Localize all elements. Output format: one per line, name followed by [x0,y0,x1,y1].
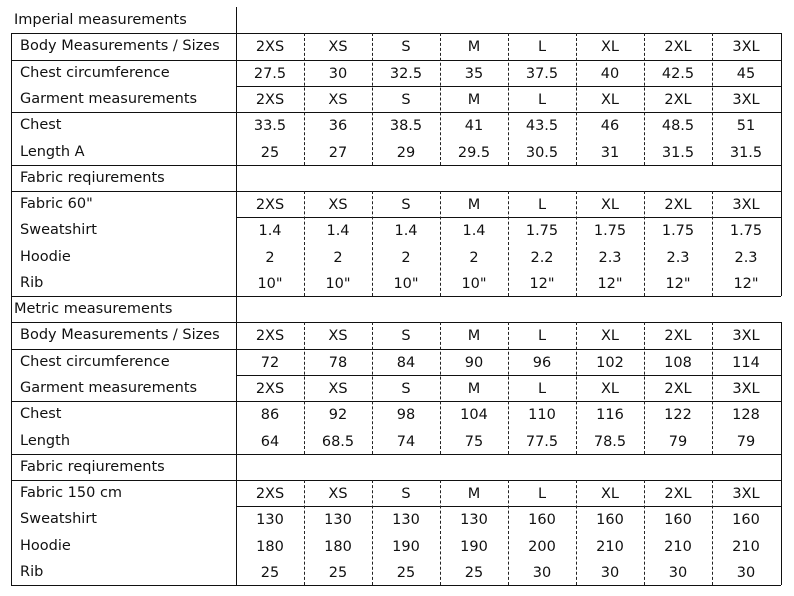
size-value-cell: S [401,486,411,503]
size-value-cell: 1.75 [661,223,695,240]
row-label: Fabric 60" [20,196,93,213]
size-value-cell: 200 [528,538,556,555]
size-value-cell: 29.5 [457,144,491,161]
row-label: Body Measurements / Sizes [20,38,220,55]
size-value-cell: 68.5 [321,433,355,450]
section-header-rule [11,33,781,34]
section-header-rule [11,322,781,323]
size-value-cell: 1.75 [525,223,559,240]
size-value-cell: 2.3 [598,249,622,266]
size-value-cell: 25 [328,565,348,581]
size-column-divider [712,191,713,296]
size-value-cell: 3XL [732,486,760,503]
size-value-cell: 84 [396,354,416,371]
size-value-cell: 25 [464,565,484,581]
size-value-cell: L [537,328,547,345]
size-value-cell: M [467,486,481,503]
size-value-cell: 30 [668,565,688,581]
size-value-cell: 29 [396,144,416,161]
size-value-cell: 2XL [664,328,692,345]
row-divider [11,165,781,166]
size-column-divider [304,33,305,165]
size-value-cell: 12" [529,276,555,292]
row-label: Chest circumference [20,353,170,370]
size-column-divider [508,322,509,454]
size-value-cell: L [537,39,547,56]
size-column-divider [440,480,441,585]
row-label: Hoodie [20,537,71,554]
size-value-cell: 51 [736,118,756,135]
row-divider [11,112,781,113]
size-value-cell: 210 [732,538,760,555]
size-value-cell: 2XL [664,197,692,214]
size-value-cell: 78.5 [593,433,627,450]
size-value-cell: M [467,328,481,345]
size-column-divider [644,33,645,165]
size-value-cell: 160 [664,512,692,529]
size-value-cell: M [467,197,481,214]
size-value-cell: 46 [600,118,620,135]
size-column-divider [576,322,577,454]
size-value-cell: 1.4 [394,223,418,240]
size-value-cell: 40 [600,65,620,82]
size-value-cell: 1.4 [326,223,350,240]
size-value-cell: 114 [732,354,760,371]
size-value-cell: XL [600,380,619,397]
size-value-cell: 2XS [255,197,285,214]
size-column-divider [508,33,509,165]
size-value-cell: 31 [600,144,620,161]
size-value-cell: 79 [736,433,756,450]
size-column-divider [372,33,373,165]
size-value-cell: 25 [260,565,280,581]
size-value-cell: 41 [464,118,484,135]
size-value-cell: 30 [532,565,552,581]
size-value-cell: 35 [464,65,484,82]
section-title: Imperial measurements [14,12,187,28]
size-value-cell: 2.3 [734,249,758,266]
size-value-cell: 10" [393,276,419,292]
size-value-cell: 2XS [255,486,285,503]
row-label: Sweatshirt [20,222,97,239]
size-value-cell: 2XS [255,39,285,56]
size-value-cell: 190 [392,538,420,555]
size-value-cell: 2 [401,249,411,266]
size-value-cell: 92 [328,407,348,424]
size-value-cell: 3XL [732,380,760,397]
table-left-border [11,296,12,585]
size-value-cell: 12" [733,276,759,292]
size-value-cell: 130 [256,512,284,529]
size-column-divider [712,33,713,165]
size-value-cell: 2XL [664,91,692,108]
row-label: Length [20,432,71,449]
size-value-cell: 96 [532,354,552,371]
section-title: Metric measurements [14,301,173,317]
size-value-cell: 160 [528,512,556,529]
size-column-divider [508,191,509,296]
size-column-divider [304,480,305,585]
size-value-cell: 2XL [664,486,692,503]
size-column-divider [576,480,577,585]
size-value-cell: 160 [732,512,760,529]
size-value-cell: 37.5 [525,65,559,82]
size-value-cell: 30 [328,65,348,82]
size-value-cell: 25 [396,565,416,581]
size-value-cell: 180 [256,538,284,555]
size-value-cell: L [537,486,547,503]
row-divider [11,480,781,481]
size-value-cell: S [401,39,411,56]
size-value-cell: 2.2 [530,249,554,266]
row-label: Body Measurements / Sizes [20,327,220,344]
size-value-cell: 30 [600,565,620,581]
row-divider [11,454,781,455]
size-value-cell: 3XL [732,39,760,56]
size-value-cell: 2XS [255,328,285,345]
size-value-cell: 33.5 [253,118,287,135]
size-column-divider [644,480,645,585]
size-value-cell: 30.5 [525,144,559,161]
size-value-cell: 25 [260,144,280,161]
size-column-divider [712,322,713,454]
size-column-divider [372,191,373,296]
size-column-divider [304,191,305,296]
size-column-divider [440,322,441,454]
size-value-cell: 42.5 [661,65,695,82]
size-value-cell: S [401,380,411,397]
size-column-divider [440,33,441,165]
size-value-cell: L [537,197,547,214]
size-value-cell: 86 [260,407,280,424]
size-value-cell: S [401,328,411,345]
size-column-divider [576,191,577,296]
size-value-cell: 210 [664,538,692,555]
row-label: Fabric 150 cm [20,485,123,502]
size-value-cell: 130 [392,512,420,529]
row-divider [11,349,781,350]
size-value-cell: XS [328,328,348,345]
size-value-cell: S [401,91,411,108]
size-column-divider [304,322,305,454]
size-value-cell: XL [600,328,619,345]
row-label: Chest circumference [20,64,170,81]
size-value-cell: 2 [333,249,343,266]
size-value-cell: 10" [325,276,351,292]
size-value-cell: 130 [460,512,488,529]
size-value-cell: 102 [596,354,624,371]
size-column-divider [644,191,645,296]
size-value-cell: 210 [596,538,624,555]
size-value-cell: S [401,197,411,214]
size-value-cell: 12" [597,276,623,292]
row-label: Rib [20,564,44,580]
size-value-cell: XS [328,197,348,214]
size-value-cell: 3XL [732,328,760,345]
size-column-divider [576,33,577,165]
size-value-cell: L [537,380,547,397]
row-label: Chest [20,117,62,134]
size-value-cell: 74 [396,433,416,450]
row-label: Fabric reqiurements [20,458,165,475]
size-value-cell: 64 [260,433,280,450]
size-value-cell: XS [328,91,348,108]
size-value-cell: 77.5 [525,433,559,450]
size-value-cell: 180 [324,538,352,555]
row-divider [11,60,781,61]
size-value-cell: XL [600,197,619,214]
size-value-cell: 45 [736,65,756,82]
section-bottom-rule [11,585,781,586]
label-column-divider [236,296,237,585]
size-value-cell: XL [600,486,619,503]
size-value-cell: 110 [528,407,556,424]
size-value-cell: 116 [596,407,624,424]
size-value-cell: XS [328,380,348,397]
size-value-cell: 104 [460,407,488,424]
table-right-border [781,322,782,585]
size-value-cell: 38.5 [389,118,423,135]
size-value-cell: XL [600,39,619,56]
size-value-cell: 2XS [255,380,285,397]
size-value-cell: 2XS [255,91,285,108]
row-label: Fabric reqiurements [20,169,165,186]
size-value-cell: L [537,91,547,108]
size-value-cell: 2XL [664,380,692,397]
table-right-border [781,33,782,296]
size-value-cell: 108 [664,354,692,371]
size-value-cell: 32.5 [389,65,423,82]
size-value-cell: 190 [460,538,488,555]
size-value-cell: 31.5 [661,144,695,161]
size-column-divider [440,191,441,296]
size-value-cell: 128 [732,407,760,424]
size-value-cell: 3XL [732,91,760,108]
size-value-cell: 27 [328,144,348,161]
row-divider [11,191,781,192]
size-value-cell: 122 [664,407,692,424]
row-label: Sweatshirt [20,511,97,528]
size-value-cell: 1.4 [258,223,282,240]
size-value-cell: 2 [265,249,275,266]
size-value-cell: 12" [665,276,691,292]
size-value-cell: 98 [396,407,416,424]
size-value-cell: 1.75 [729,223,763,240]
size-value-cell: 3XL [732,197,760,214]
size-value-cell: 130 [324,512,352,529]
row-label: Rib [20,275,44,291]
row-label: Garment measurements [20,379,198,396]
row-label: Chest [20,406,62,423]
size-column-divider [372,480,373,585]
size-value-cell: M [467,39,481,56]
size-value-cell: 27.5 [253,65,287,82]
size-value-cell: 1.75 [593,223,627,240]
row-label: Length A [20,143,85,160]
row-label: Hoodie [20,248,71,265]
size-value-cell: XS [328,486,348,503]
size-value-cell: 78 [328,354,348,371]
size-value-cell: 48.5 [661,118,695,135]
size-column-divider [712,480,713,585]
size-value-cell: XS [328,39,348,56]
size-value-cell: 72 [260,354,280,371]
size-value-cell: 10" [257,276,283,292]
size-value-cell: 90 [464,354,484,371]
label-column-divider [236,7,237,296]
size-value-cell: 31.5 [729,144,763,161]
row-label: Garment measurements [20,90,198,107]
row-divider [11,401,781,402]
size-value-cell: 36 [328,118,348,135]
size-value-cell: 75 [464,433,484,450]
size-column-divider [508,480,509,585]
size-value-cell: 1.4 [462,223,486,240]
size-value-cell: 2XL [664,39,692,56]
size-value-cell: M [467,91,481,108]
size-value-cell: 43.5 [525,118,559,135]
row-divider [236,296,781,297]
size-value-cell: 2.3 [666,249,690,266]
size-value-cell: XL [600,91,619,108]
size-value-cell: M [467,380,481,397]
size-value-cell: 10" [461,276,487,292]
size-column-divider [372,322,373,454]
size-value-cell: 30 [736,565,756,581]
size-value-cell: 2 [469,249,479,266]
size-value-cell: 79 [668,433,688,450]
size-value-cell: 160 [596,512,624,529]
size-column-divider [644,322,645,454]
